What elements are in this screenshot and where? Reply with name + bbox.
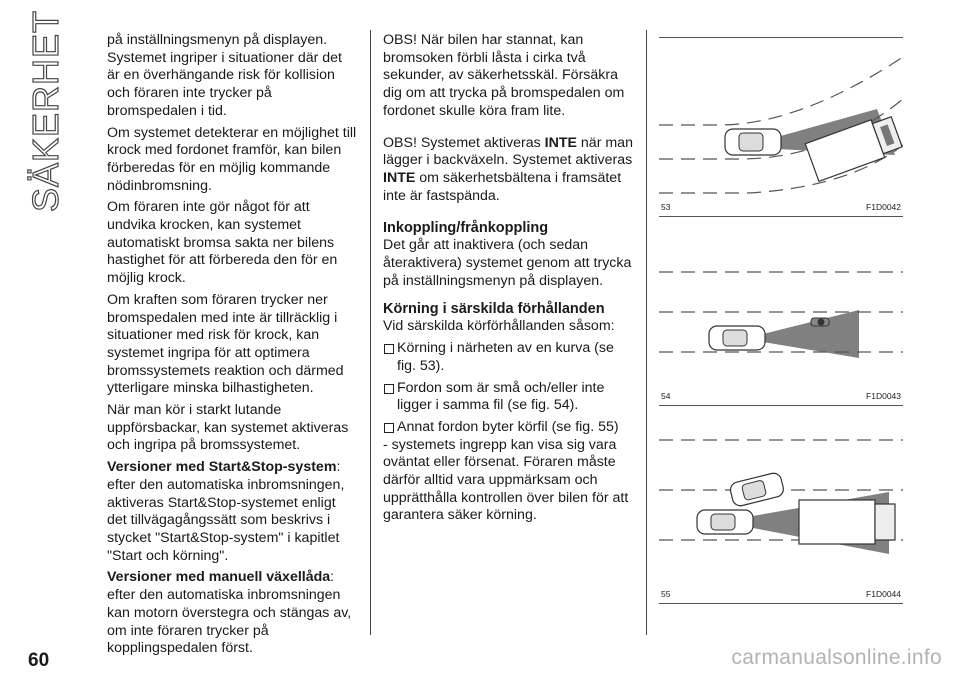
note-text: om säkerhetsbältena i framsätet inte är fastspända. (383, 169, 622, 204)
car-icon (709, 326, 765, 350)
heading-colon: : (330, 569, 335, 586)
figure-number: 55 (661, 589, 671, 599)
paragraph-with-heading (107, 459, 357, 477)
list-item-text: Körning i närheten av en kurva (se fig. 53). (397, 340, 614, 374)
curve-illustration (659, 37, 903, 199)
figure-code: F1D0042 (866, 202, 901, 212)
paragraph: Om föraren inte gör något för att undvika krocken, kan systemet automatiskt bromsa sakta ner bilens hastighet för att förbereda den för en möjlig krock. (107, 199, 338, 287)
heading-manual-gearbox: Versioner med manuell växellåda (107, 569, 331, 586)
heading-colon: : (336, 459, 341, 476)
paragraph-note (383, 135, 633, 206)
paragraph: Om kraften som föraren trycker ner bromspedalen med inte är tillräcklig i situationer med risk för krock, kan systemet ingripa för att optimera bromssystemets reaktion och därmed ytterligare minska bilhastigheten. (107, 291, 344, 397)
figure-number: 53 (661, 202, 671, 212)
paragraph: Om systemet detekterar en möjlighet till krock med fordonet framför, kan bilen förberedas för en möjlig kommande nödinbromsning. (107, 124, 357, 194)
note-emphasis: INTE (383, 169, 416, 186)
car-icon (725, 129, 781, 155)
car-icon (697, 510, 753, 534)
figure-caption (659, 589, 903, 599)
figure-number: 54 (661, 391, 671, 401)
paragraph-with-heading (107, 569, 357, 587)
list-item (383, 340, 633, 375)
figure-caption (659, 391, 903, 401)
truck-icon (799, 500, 895, 544)
paragraph: efter den automatiska inbromsningen, aktiveras Start&Stop-systemet enligt det tillvägagångssätt som beskrivs i stycket "Start&Stop-system" i kapitlet "Start och körning". (107, 476, 345, 564)
heading-activation: Inkoppling/frånkoppling (383, 220, 549, 237)
figure-55 (659, 428, 903, 604)
column-divider-right (646, 30, 647, 635)
figure-code: F1D0043 (866, 391, 901, 401)
paragraph: OBS! När bilen har stannat, kan bromsoken förbli låsta i cirka två sekunder, av säkerhetsskäl. Försäkra dig om att trycka på bromspedalen om fordonet skulle köra fram lite. (383, 32, 625, 119)
list-item (383, 419, 633, 437)
caption-rule (659, 405, 903, 406)
paragraph: efter den automatiska inbromsningen kan motorn överstegra och stängas av, om inte föraren trycker på kopplingspedalen först. (107, 587, 352, 657)
other-car-icon (729, 472, 785, 508)
column-divider-left (370, 30, 371, 635)
section-title (6, 9, 86, 213)
text-column-middle (383, 32, 633, 529)
checkbox-bullet-icon (384, 384, 394, 394)
figure-54 (659, 240, 903, 406)
motorcycle-icon (811, 318, 829, 326)
figure-code: F1D0044 (866, 589, 901, 599)
section-title-text: SÄKERHET (25, 9, 66, 213)
lane-change-illustration (659, 428, 903, 586)
text-column-left (107, 32, 357, 662)
list-item (383, 380, 633, 415)
motorcycle-illustration (659, 240, 903, 388)
caption-rule (659, 603, 903, 604)
note-text: OBS! Systemet aktiveras (383, 134, 545, 151)
heading-special-conditions: Körning i särskilda förhållanden (383, 301, 605, 318)
note-text: när man lägger i backväxeln. Systemet aktiveras (383, 134, 633, 169)
paragraph: - systemets ingrepp kan visa sig vara oväntat eller försenat. Föraren måste därför alltid vara uppmärksam och upprätthålla kontrollen över bilen för att garantera säker körning. (383, 436, 629, 524)
checkbox-bullet-icon (384, 423, 394, 433)
figure-53 (659, 37, 903, 217)
list-item-text: Annat fordon byter körfil (se fig. 55) (397, 418, 619, 435)
paragraph: När man kör i starkt lutande uppförsbackar, kan systemet aktiveras och ingripa på bromssystemet. (107, 402, 349, 454)
paragraph: på inställningsmenyn på displayen. Systemet ingriper i situationer där det är en överhängande risk för kollision och föraren inte trycker på bromspedalen i tid. (107, 32, 342, 119)
heading-start-stop: Versioner med Start&Stop-system (107, 459, 337, 476)
paragraph: Det går att inaktivera (och sedan återaktivera) systemet genom att trycka på inställningsmenyn på displayen. (383, 237, 632, 289)
page-number: 60 (28, 650, 50, 671)
paragraph: Vid särskilda körförhållanden såsom: (383, 318, 615, 335)
note-emphasis: INTE (544, 134, 577, 151)
list-item-text: Fordon som är små och/eller inte ligger i samma fil (se fig. 54). (397, 379, 605, 414)
radar-beam (763, 310, 859, 358)
watermark[interactable]: carmanualsonline.info (731, 646, 942, 669)
caption-rule (659, 216, 903, 217)
figure-caption (659, 202, 903, 212)
checkbox-bullet-icon (384, 344, 394, 354)
